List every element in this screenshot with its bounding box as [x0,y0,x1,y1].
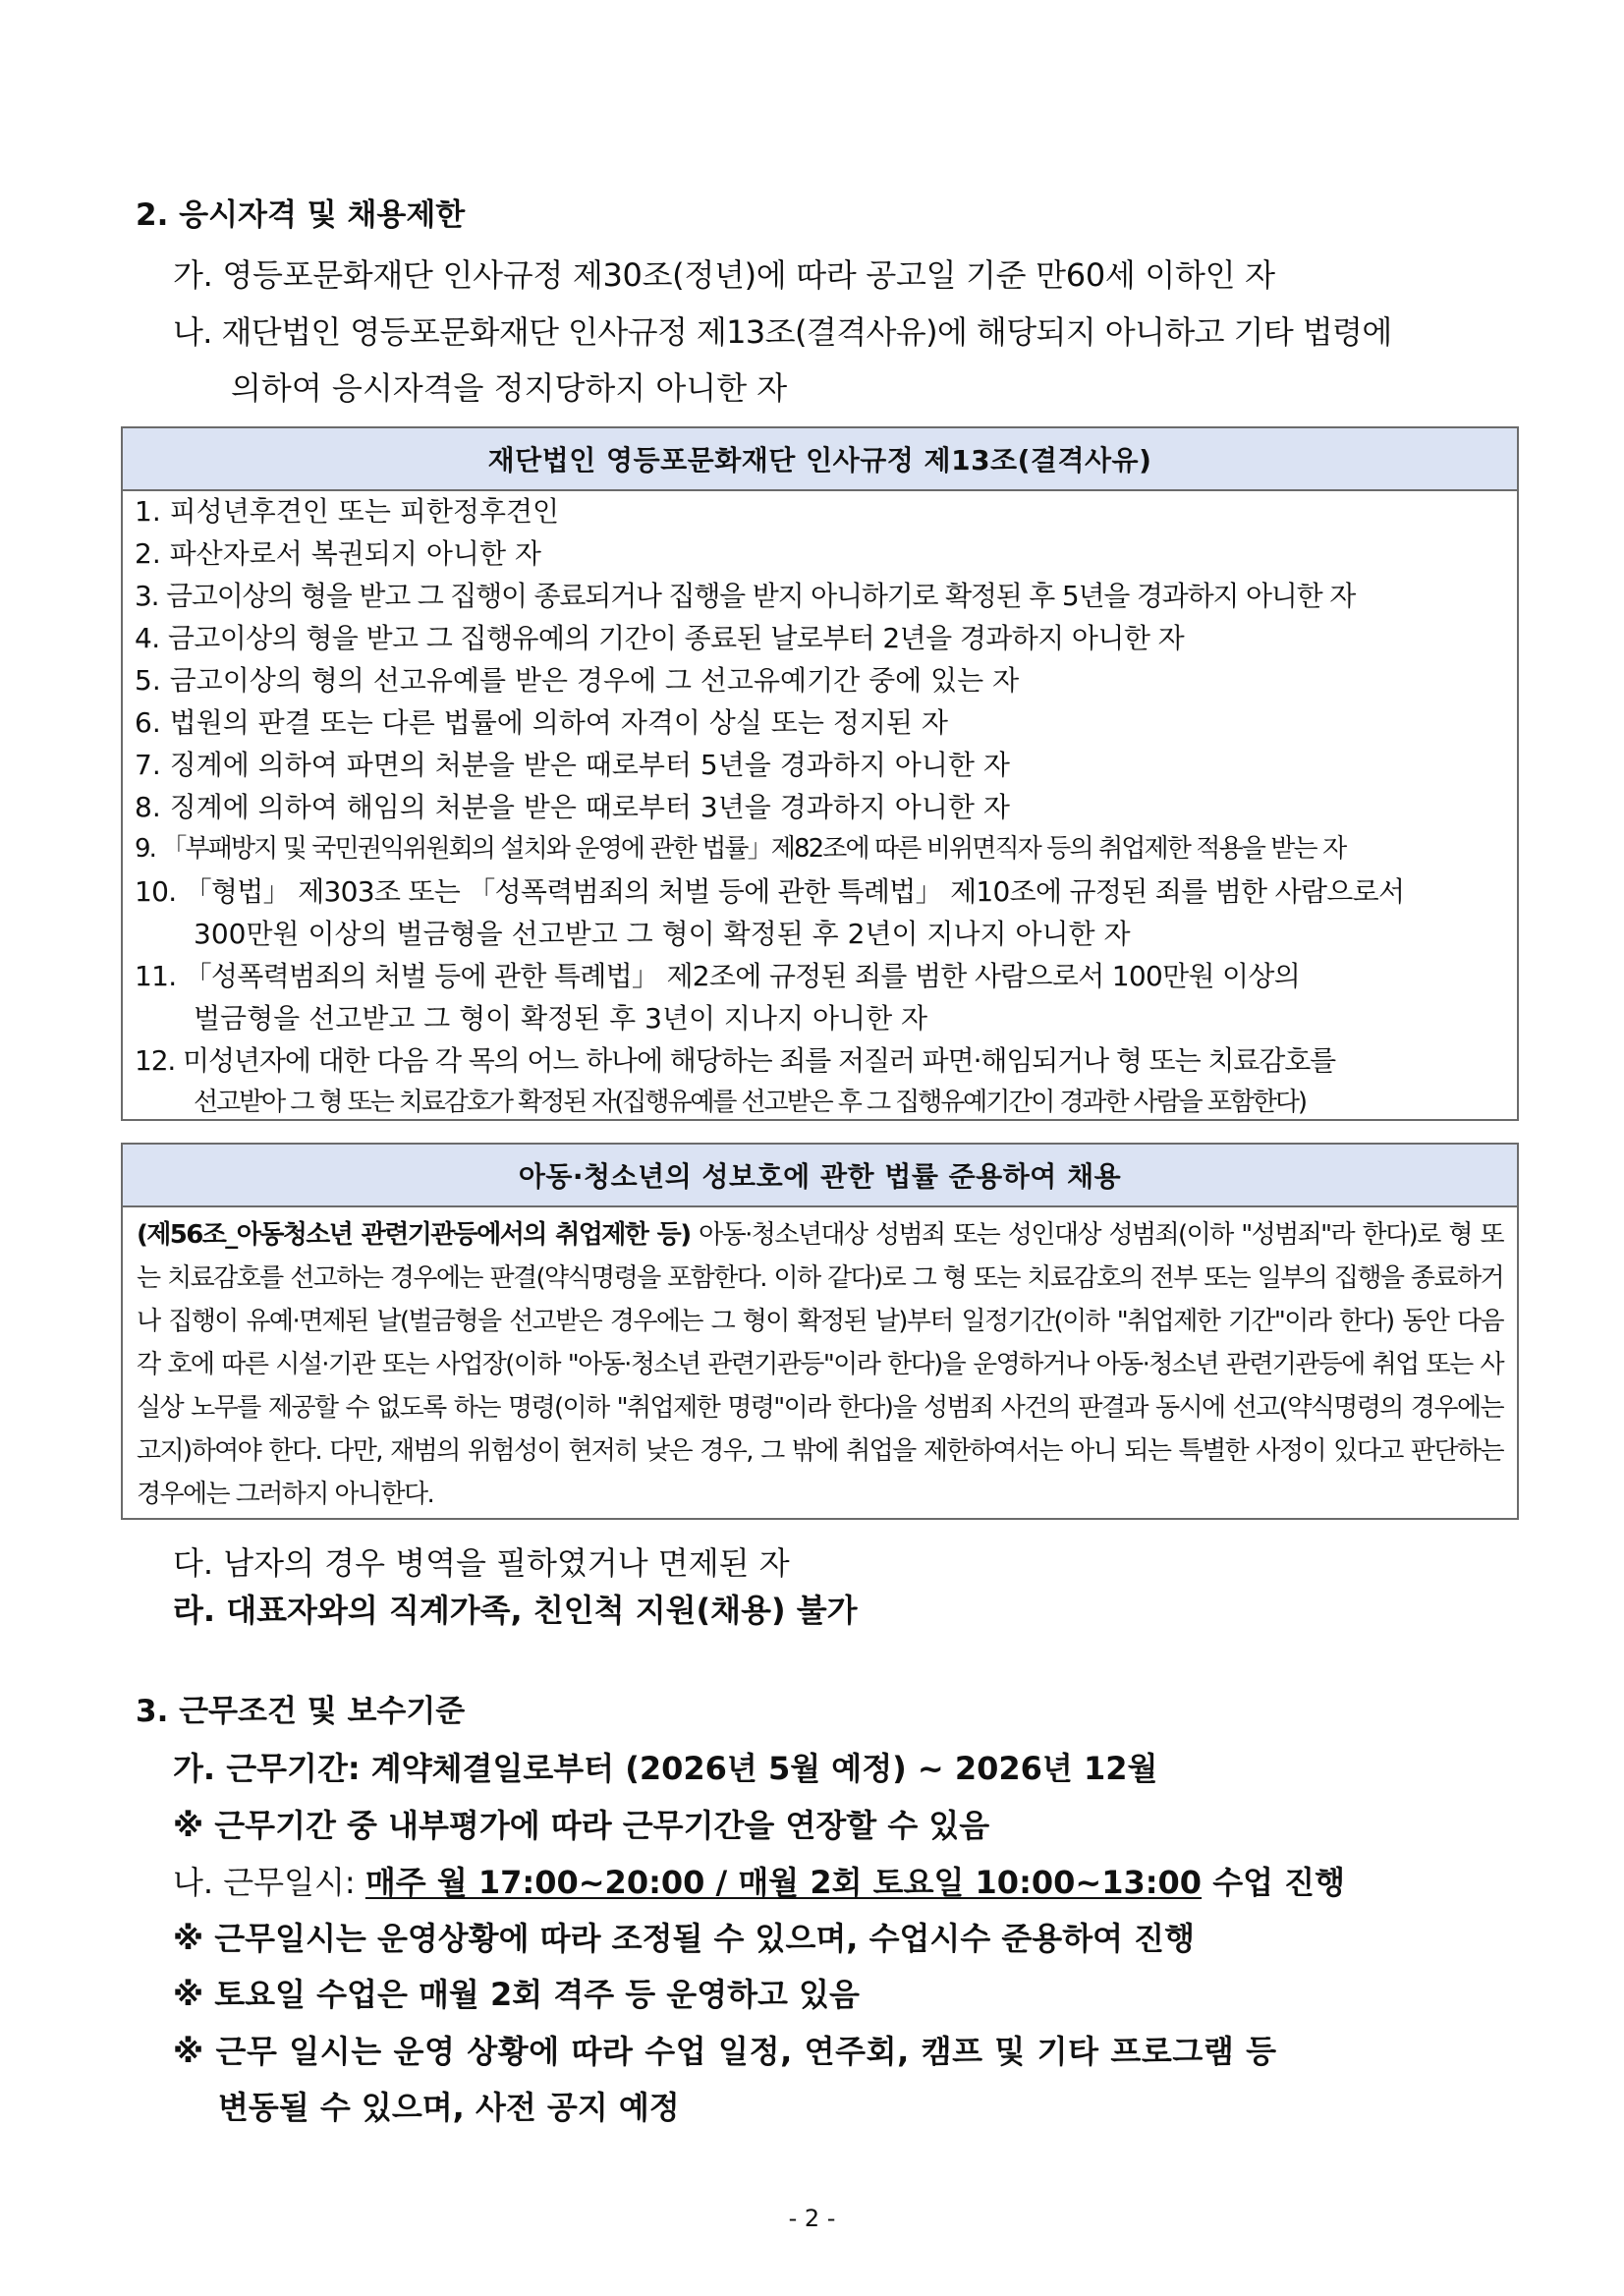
section-2-heading: 2. 응시자격 및 채용제한 [136,197,466,233]
disqualification-item: 10. 「형법」 제303조 또는 「성폭력범죄의 처벌 등에 관한 특례법」 제10조에 규정된 죄를 범한 사람으로서 [135,875,1405,908]
disqualification-item: 11. 「성폭력범죄의 처벌 등에 관한 특례법」 제2조에 규정된 죄를 범한 사람으로서 100만원 이상의 [135,960,1301,992]
disqualification-item: 6. 법원의 판결 또는 다른 법률에 의하여 자격이 상실 또는 정지된 자 [135,706,948,739]
disqualification-box-title: 재단법인 영등포문화재단 인사규정 제13조(결격사유) [123,428,1517,491]
disqualification-item: 1. 피성년후견인 또는 피한정후견인 [135,495,560,528]
section-3-note-1: ※ 근무기간 중 내부평가에 따라 근무기간을 연장할 수 있음 [173,1807,990,1844]
child-protection-box-title: 아동·청소년의 성보호에 관한 법률 준용하여 채용 [123,1145,1517,1207]
page-number: - 2 - [788,2205,836,2232]
section-3-item-na-prefix: 나. 근무일시: [173,1864,365,1901]
section-2-item-da: 다. 남자의 경우 병역을 필하였거나 면제된 자 [173,1544,790,1582]
disqualification-item: 2. 파산자로서 복권되지 아니한 자 [135,537,541,570]
section-3-note-2: ※ 근무일시는 운영상황에 따라 조정될 수 있으며, 수업시수 준용하여 진행 [173,1920,1195,1957]
child-protection-box [121,1143,1519,1520]
section-2-item-na-line2: 의하여 응시자격을 정지당하지 아니한 자 [231,369,788,407]
disqualification-item: 9. 「부패방지 및 국민권익위원회의 설치와 운영에 관한 법률」제82조에 따른 비위면직자 등의 취업제한 적용을 받는 자 [135,834,1346,864]
section-3-note-4-line1: ※ 근무 일시는 운영 상황에 따라 수업 일정, 연주회, 캠프 및 기타 프로그램 등 [173,2033,1277,2070]
section-3-item-na-suffix: 수업 진행 [1202,1864,1346,1901]
disqualification-item: 300만원 이상의 벌금형을 선고받고 그 형이 확정된 후 2년이 지나지 아니한 자 [194,918,1131,950]
disqualification-item: 8. 징계에 의하여 해임의 처분을 받은 때로부터 3년을 경과하지 아니한 자 [135,791,1010,823]
section-3-note-4-line2: 변동될 수 있으며, 사전 공지 예정 [218,2089,680,2126]
disqualification-item: 벌금형을 선고받고 그 형이 확정된 후 3년이 지나지 아니한 자 [194,1002,928,1035]
disqualification-box [121,426,1519,1121]
section-3-item-na-schedule: 매주 월 17:00~20:00 / 매월 2회 토요일 10:00~13:00 [364,1864,1203,1901]
disqualification-item: 7. 징계에 의하여 파면의 처분을 받은 때로부터 5년을 경과하지 아니한 자 [135,749,1010,781]
section-2-item-ra: 라. 대표자와의 직계가족, 친인척 지원(채용) 불가 [173,1592,858,1629]
section-3-note-3: ※ 토요일 수업은 매월 2회 격주 등 운영하고 있음 [173,1976,860,2013]
section-2-item-na-line1: 나. 재단법인 영등포문화재단 인사규정 제13조(결격사유)에 해당되지 아니하고 기타 법령에 [173,313,1392,351]
disqualification-item: 5. 금고이상의 형의 선고유예를 받은 경우에 그 선고유예기간 중에 있는 자 [135,664,1020,697]
child-protection-article-label: (제56조_아동청소년 관련기관등에서의 취업제한 등) [137,1220,691,1250]
child-protection-article-body: 아동·청소년대상 성범죄 또는 성인대상 성범죄(이하 "성범죄"라 한다)로 형 또는 치료감호를 선고하는 경우에는 판결(약식명령을 포함한다. 이하 같다)로 그 형 또는 치료감호의 전부 또는 일부의 집행을 종료하거나 집행이 유예·면제된 날(벌금형을 선고받은 경우에는 그 형이 확정된 날)부터 일정기간(이하 "취업제한 기간"이라 한다) 동안 다음 각 호에 따른 시설·기관 또는 사업장(이하 "아동·청소년 관련기관등"이라 한다)을 운영하거나 아동·청소년 관련기관등에 취업 또는 사실상 노무를 제공할 수 없도록 하는 명령(이하 "취업제한 명령"이라 한다)을 성범죄 사건의 판결과 동시에 선고(약식명령의 경우에는 고지)하여야 한다. 다만, 재범의 위험성이 현저히 낮은 경우, 그 밖에 취업을 제한하여서는 아니 되는 특별한 사정이 있다고 판단하는 경우에는 그러하지 아니한다. [137,1220,1503,1509]
disqualification-item: 12. 미성년자에 대한 다음 각 목의 어느 하나에 해당하는 죄를 저질러 파면·해임되거나 형 또는 치료감호를 [135,1044,1336,1077]
child-protection-paragraph [137,1213,1503,1516]
section-3-item-na [173,1858,1345,1903]
disqualification-item: 선고받아 그 형 또는 치료감호가 확정된 자(집행유예를 선고받은 후 그 집행유예기간이 경과한 사람을 포함한다) [194,1088,1306,1117]
section-3-item-ga: 가. 근무기간: 계약체결일로부터 (2026년 5월 예정) ~ 2026년 12월 [173,1750,1158,1787]
section-3-heading: 3. 근무조건 및 보수기준 [136,1694,466,1729]
disqualification-item: 4. 금고이상의 형을 받고 그 집행유예의 기간이 종료된 날로부터 2년을 경과하지 아니한 자 [135,622,1185,654]
disqualification-item: 3. 금고이상의 형을 받고 그 집행이 종료되거나 집행을 받지 아니하기로 확정된 후 5년을 경과하지 아니한 자 [135,580,1356,612]
section-2-item-ga: 가. 영등포문화재단 인사규정 제30조(정년)에 따라 공고일 기준 만60세 이하인 자 [173,256,1275,294]
